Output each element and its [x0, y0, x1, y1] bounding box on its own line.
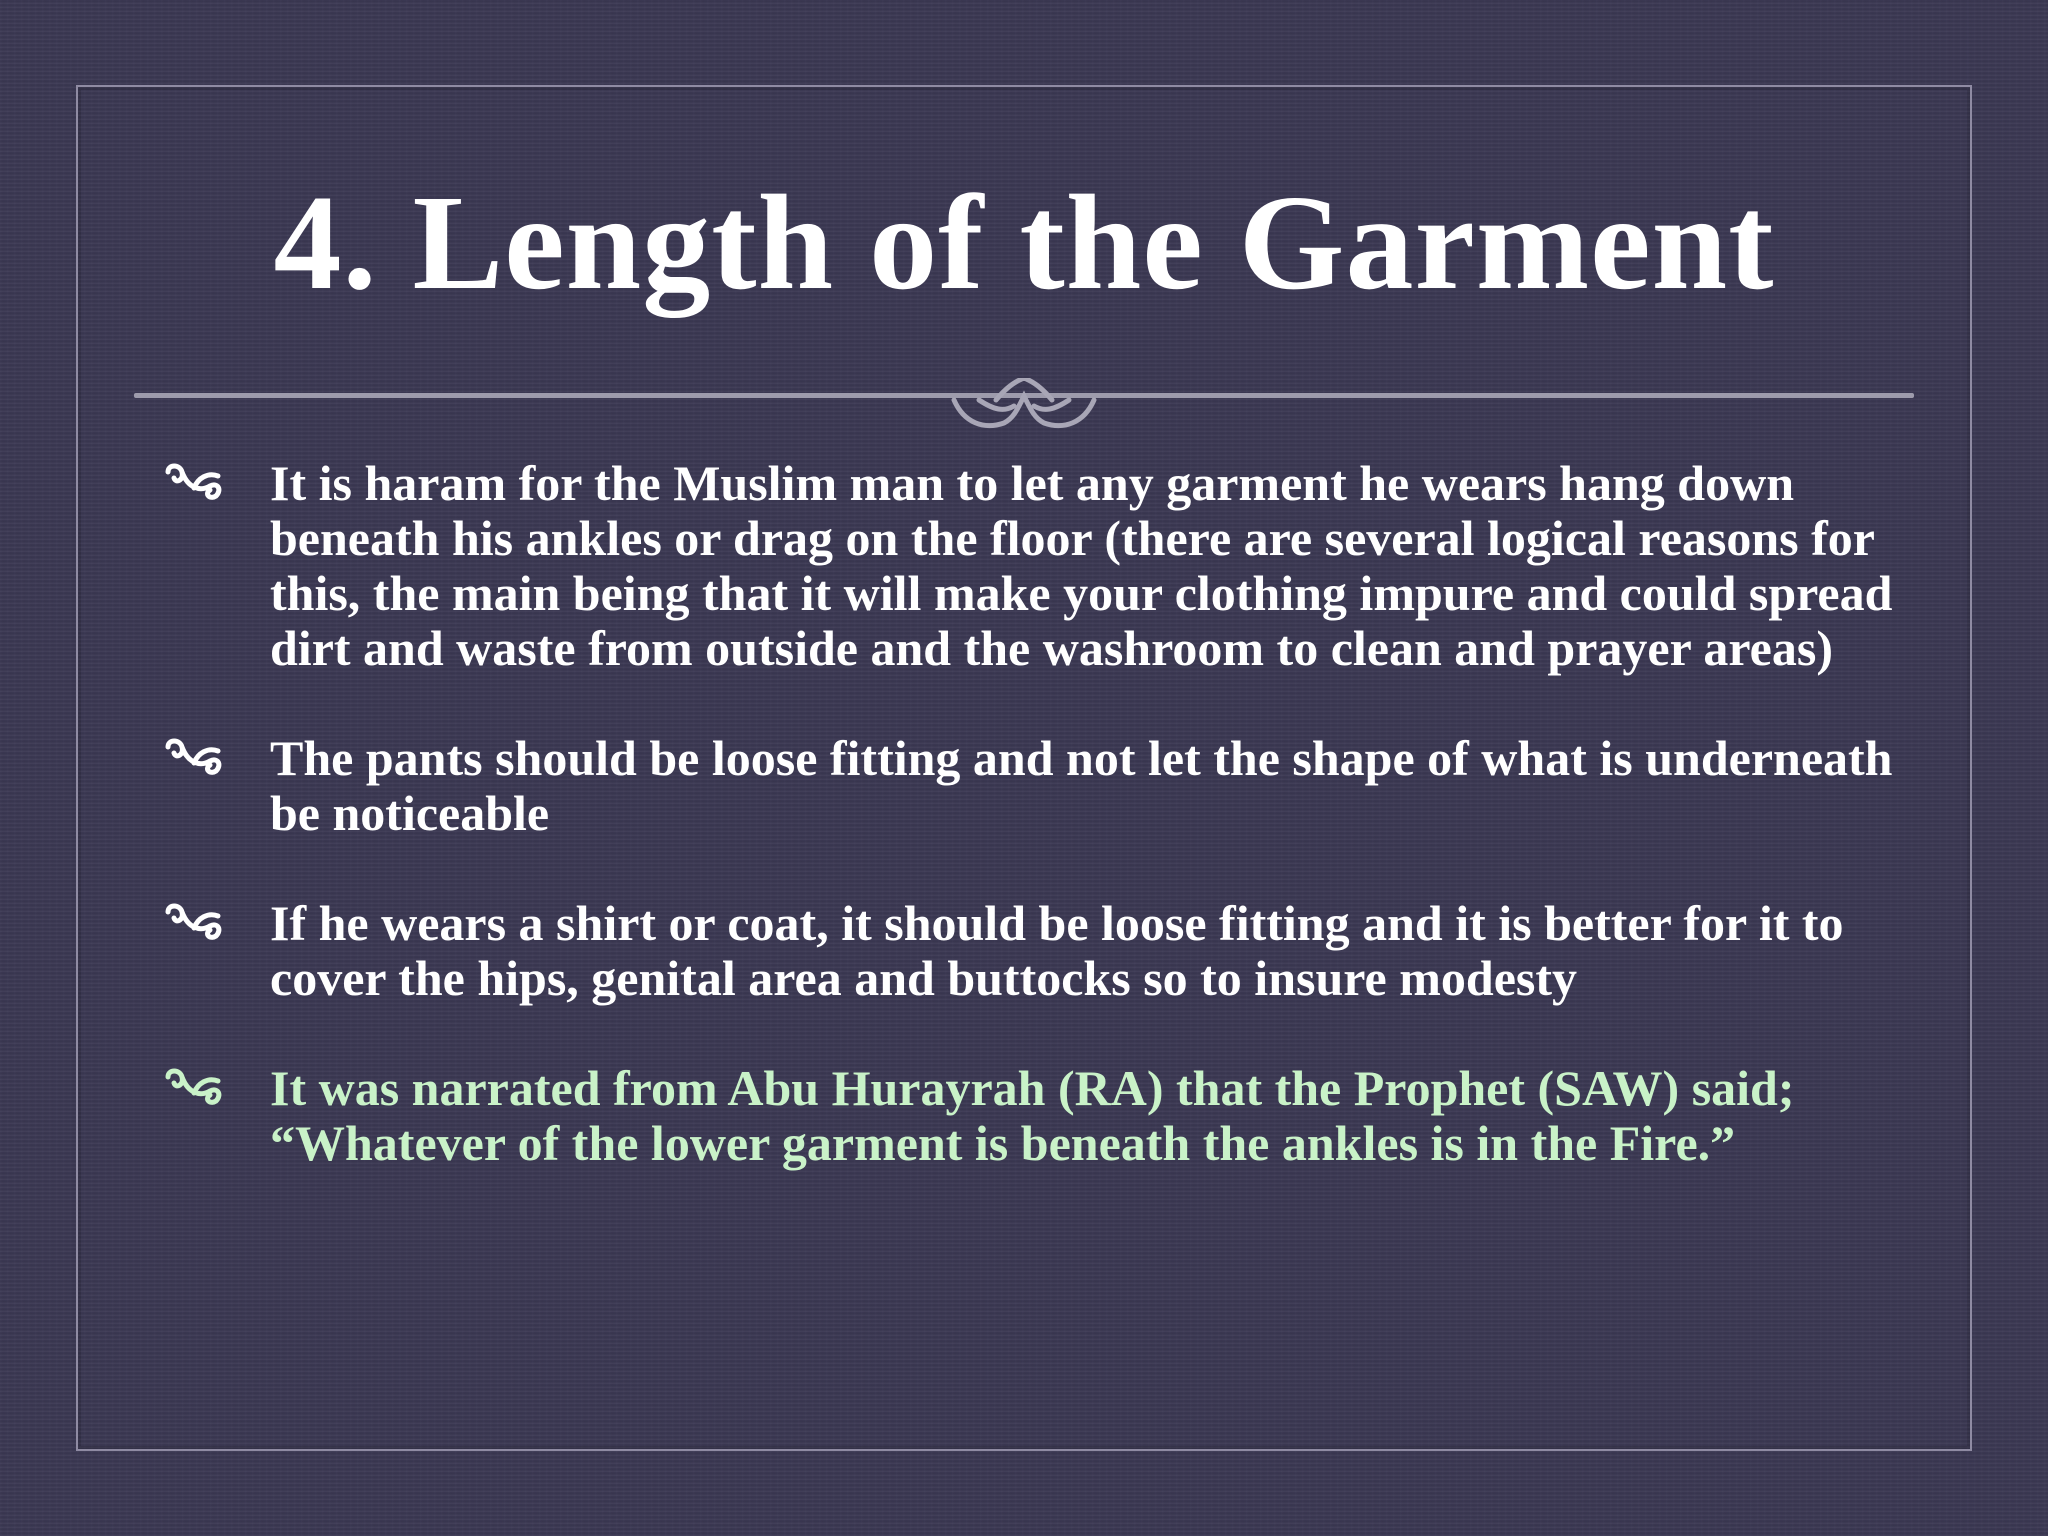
- bullet-text: It was narrated from Abu Hurayrah (RA) that the Prophet (SAW) said; “Whatever of the lower garment is beneath the ankles is in the Fire.”: [270, 1060, 1795, 1171]
- bullet-item: [160, 456, 1920, 676]
- bullet-text: The pants should be loose fitting and not let the shape of what is underneath be noticeable: [270, 730, 1893, 841]
- ornament-bullet-icon: [164, 902, 228, 946]
- bullet-item: [160, 731, 1920, 841]
- bullet-text: If he wears a shirt or coat, it should be loose fitting and it is better for it to cover the hips, genital area and buttocks so to insure modesty: [270, 895, 1844, 1006]
- bullet-text: It is haram for the Muslim man to let any garment he wears hang down beneath his ankles or drag on the floor (there are several logical reasons for this, the main being that it will make your clothing impure and could spread dirt and waste from outside and the washroom to clean and prayer areas): [270, 455, 1893, 676]
- ornament-bullet-icon: [164, 462, 228, 506]
- slide-title: 4. Length of the Garment: [273, 168, 1775, 318]
- bullet-item: [160, 896, 1920, 1006]
- bullet-list: [160, 456, 1920, 1226]
- ornament-bullet-icon: [164, 737, 228, 781]
- divider-ornament-icon: [954, 378, 1094, 426]
- ornament-bullet-icon: [164, 1067, 228, 1111]
- title-divider: [134, 378, 1914, 438]
- bullet-item-quote: [160, 1061, 1920, 1171]
